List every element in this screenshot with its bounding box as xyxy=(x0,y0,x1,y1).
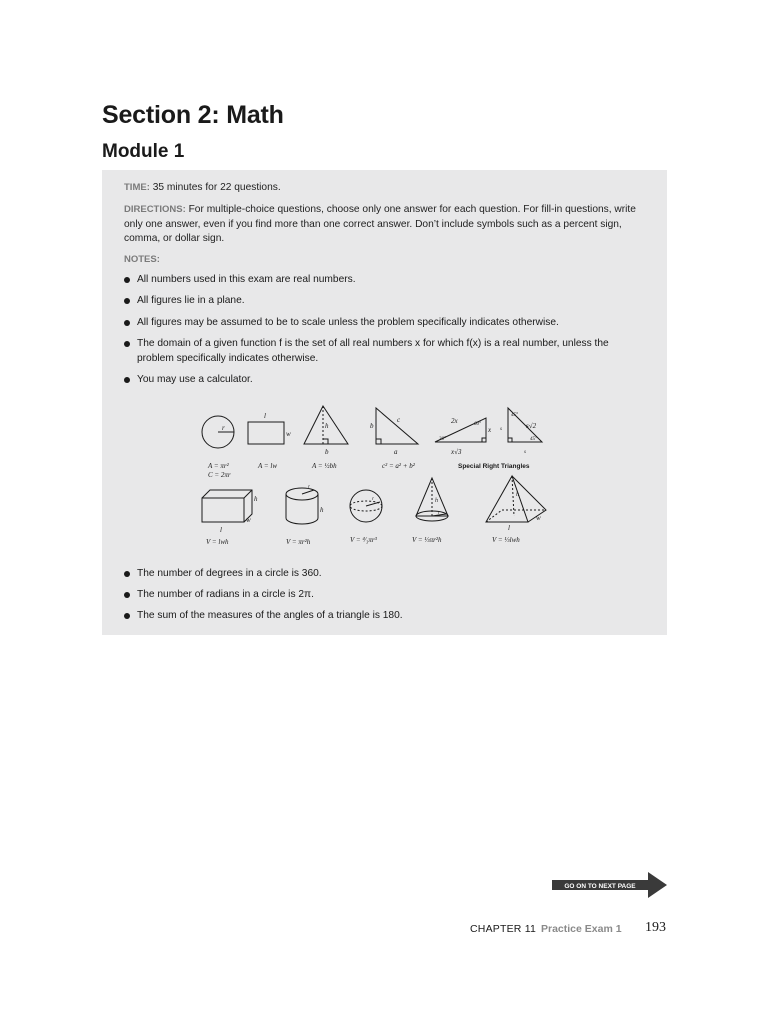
note-item: All figures lie in a plane. xyxy=(124,294,644,309)
svg-text:h: h xyxy=(254,495,258,503)
directions-label: DIRECTIONS: xyxy=(124,204,186,215)
instructions-box xyxy=(102,170,667,635)
svg-text:s√2: s√2 xyxy=(526,422,537,430)
svg-text:r: r xyxy=(308,485,310,490)
circle-area-formula: A = πr² xyxy=(208,462,229,470)
fact-item: The sum of the measures of the angles of a triangle is 180. xyxy=(124,609,644,624)
svg-text:b: b xyxy=(370,422,374,430)
sphere-volume-formula: V = ⁴⁄₃πr³ xyxy=(350,536,377,544)
section-title: Section 2: Math xyxy=(102,101,284,129)
time-label: TIME: xyxy=(124,182,150,193)
fact-item: The number of radians in a circle is 2π. xyxy=(124,588,644,603)
svg-text:w: w xyxy=(536,514,541,522)
svg-text:h: h xyxy=(435,498,438,504)
svg-text:h: h xyxy=(325,422,329,430)
reference-figures xyxy=(196,398,578,548)
footer-chapter-name: Practice Exam 1 xyxy=(541,923,622,935)
triangle-area-formula: A = ½bh xyxy=(312,462,337,470)
svg-text:w: w xyxy=(286,430,291,438)
svg-text:l: l xyxy=(264,412,266,420)
footer-chapter: CHAPTER 11 xyxy=(470,923,536,935)
time-text: 35 minutes for 22 questions. xyxy=(149,182,281,193)
cone-volume-formula: V = ⅓πr²h xyxy=(412,536,442,544)
time-line xyxy=(124,181,644,196)
svg-text:s: s xyxy=(500,427,502,432)
svg-text:c: c xyxy=(397,416,401,424)
rectangle-figure xyxy=(248,422,284,444)
pyramid-volume-formula: V = ⅓lwh xyxy=(492,536,520,544)
svg-text:x: x xyxy=(488,426,492,434)
svg-text:30°: 30° xyxy=(439,437,446,442)
circle-circumference-formula: C = 2πr xyxy=(208,471,231,479)
go-on-label: GO ON TO NEXT PAGE xyxy=(564,883,636,890)
cylinder-volume-formula: V = πr²h xyxy=(286,538,311,546)
note-item: All numbers used in this exam are real numbers. xyxy=(124,273,644,288)
svg-text:x√3: x√3 xyxy=(451,448,462,456)
box-figure xyxy=(202,498,244,522)
svg-text:a: a xyxy=(394,448,398,456)
note-item: All figures may be assumed to be to scale unless the problem specifically indicates otherwise. xyxy=(124,316,644,331)
svg-text:l: l xyxy=(220,526,222,534)
svg-text:b: b xyxy=(325,448,329,456)
svg-text:r: r xyxy=(222,424,225,432)
svg-text:h: h xyxy=(320,506,324,514)
go-on-arrow xyxy=(552,872,667,898)
directions-text: For multiple-choice questions, choose only one answer for each question. For fill-in questions, write only one answer, even if you find more than one correct answer. Don’t include symbols such as a percent sign, comma, or dollar sign. xyxy=(124,204,636,244)
svg-text:r: r xyxy=(372,497,374,502)
module-title: Module 1 xyxy=(102,141,185,162)
pythagorean-formula: c² = a² + b² xyxy=(382,462,415,470)
right-triangle-figure xyxy=(376,408,418,444)
svg-text:s: s xyxy=(524,450,526,455)
svg-text:45°: 45° xyxy=(511,413,518,418)
svg-text:w: w xyxy=(246,516,251,524)
note-item: You may use a calculator. xyxy=(124,373,644,388)
svg-text:r: r xyxy=(438,511,440,516)
page-number: 193 xyxy=(645,920,666,935)
box-volume-formula: V = lwh xyxy=(206,538,229,546)
pyramid-figure xyxy=(486,476,528,522)
svg-text:45°: 45° xyxy=(530,437,537,442)
notes-label: NOTES: xyxy=(124,254,160,265)
directions-paragraph xyxy=(124,203,644,247)
svg-text:2x: 2x xyxy=(451,417,458,425)
note-item: The domain of a given function f is the set of all real numbers x for which f(x) is a real number, unless the problem specifically indicates otherwise. xyxy=(124,337,644,366)
fact-item: The number of degrees in a circle is 360. xyxy=(124,567,644,582)
svg-text:60°: 60° xyxy=(474,422,481,427)
svg-text:h: h xyxy=(516,492,519,498)
svg-text:l: l xyxy=(508,524,510,532)
rectangle-area-formula: A = lw xyxy=(258,462,277,470)
special-triangles-label: Special Right Triangles xyxy=(458,463,530,470)
